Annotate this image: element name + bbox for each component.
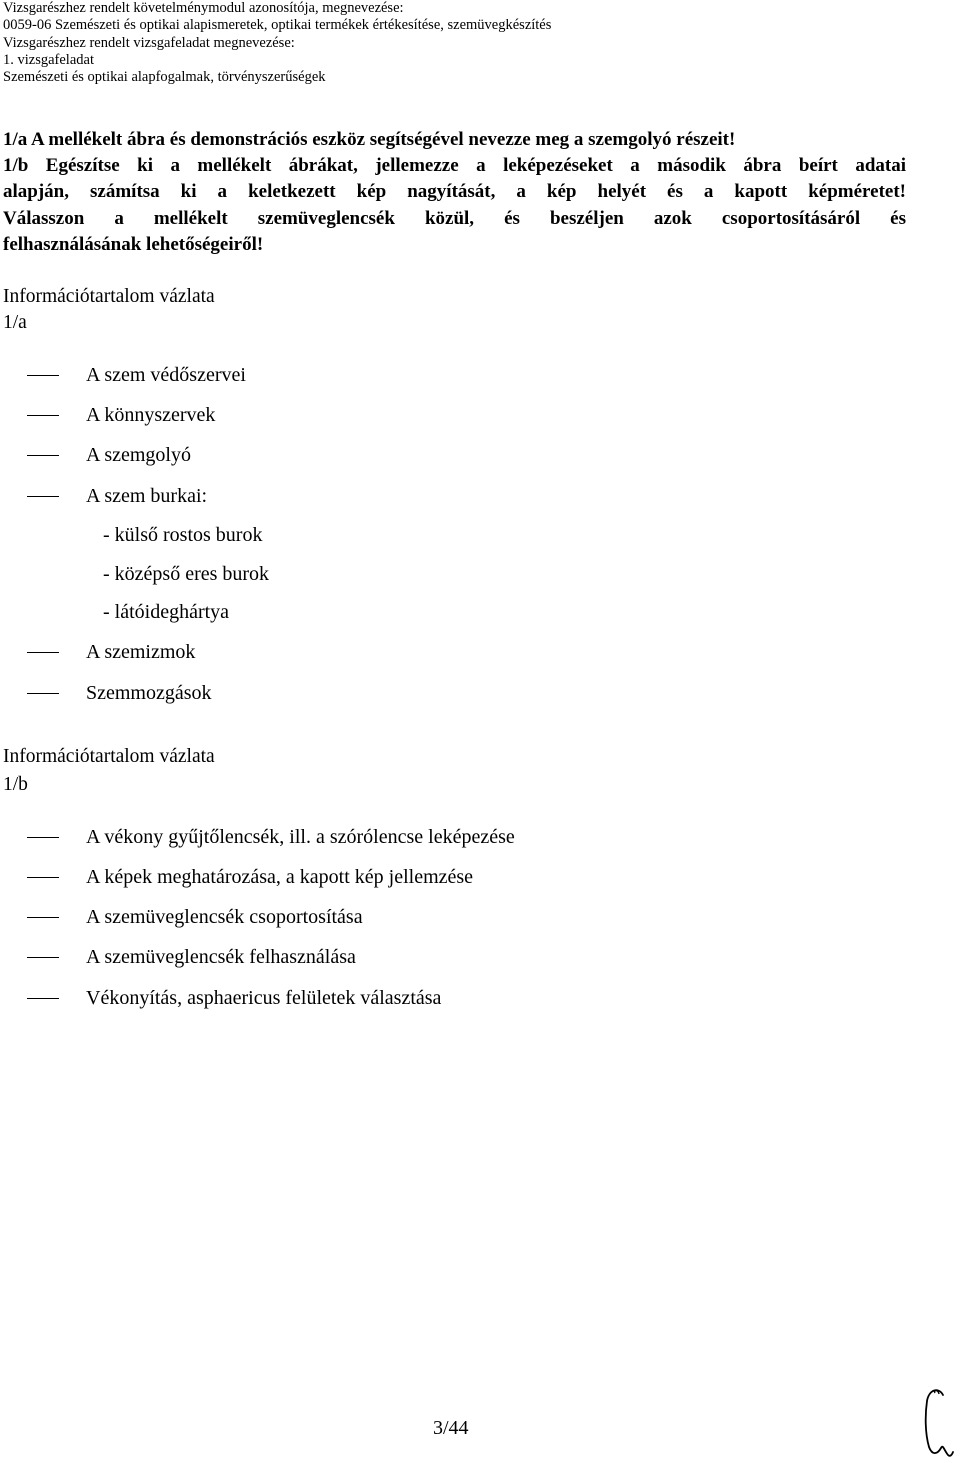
section-a-label: 1/a [3,312,27,333]
section-b-label: 1/b [3,774,28,795]
sub-item: - külső rostos burok [103,524,263,546]
document-header [3,0,551,86]
dash-bullet [27,496,59,497]
list-item: Vékonyítás, asphaericus felületek választása [27,986,441,1010]
dash-bullet [27,375,59,376]
page-number: 3/44 [433,1417,469,1439]
task-line: alapján, számítsa ki a keletkezett kép nagyítását, a kép helyét és a kapott képméretet! [3,181,906,203]
header-line: 0059-06 Szemészeti és optikai alapismeretek, optikai termékek értékesítése, szemüvegkészítés [3,17,552,34]
handwritten-mark-icon [915,1385,955,1460]
dash-bullet [27,837,59,838]
section-a-title: Információtartalom vázlata [3,286,215,307]
dash-bullet [27,957,59,958]
header-line: 1. vizsgafeladat [3,51,94,68]
dash-bullet [27,455,59,456]
sub-item: - középső eres burok [103,563,270,585]
list-item: A szemüveglencsék felhasználása [27,945,356,969]
task-description [3,127,906,258]
list-item: A szemgolyó [27,443,191,467]
list-item: A szem burkai: [27,484,207,508]
dash-bullet [27,693,59,694]
header-line: Szemészeti és optikai alapfogalmak, törvényszerűségek [3,69,326,86]
list-item: Szemmozgások [27,681,212,705]
dash-bullet [27,917,59,918]
dash-bullet [27,998,59,999]
header-line: Vizsgarészhez rendelt követelménymodul azonosítója, megnevezése: [3,0,404,16]
dash-bullet [27,877,59,878]
list-item: A vékony gyűjtőlencsék, ill. a szórólencse leképezése [27,825,515,849]
dash-bullet [27,415,59,416]
dash-bullet [27,652,59,653]
header-line: Vizsgarészhez rendelt vizsgafeladat megnevezése: [3,34,295,51]
list-item: A szem védőszervei [27,363,246,387]
sub-item: - látóideghártya [103,601,230,623]
task-line: 1/a A mellékelt ábra és demonstrációs eszköz segítségével nevezze meg a szemgolyó részeit! [3,129,736,150]
task-line: Válasszon a mellékelt szemüveglencsék közül, és beszéljen azok csoportosításáról és [3,207,906,229]
list-item: A szemizmok [27,640,195,664]
task-line: 1/b Egészítse ki a mellékelt ábrákat, jellemezze a leképezéseket a második ábra beírt adatai [3,155,906,177]
task-line: felhasználásának lehetőségeiről! [3,233,264,255]
section-b-title: Információtartalom vázlata [3,746,215,767]
list-item: A képek meghatározása, a kapott kép jellemzése [27,865,473,889]
list-item: A könnyszervek [27,403,215,427]
list-item: A szemüveglencsék csoportosítása [27,905,363,929]
